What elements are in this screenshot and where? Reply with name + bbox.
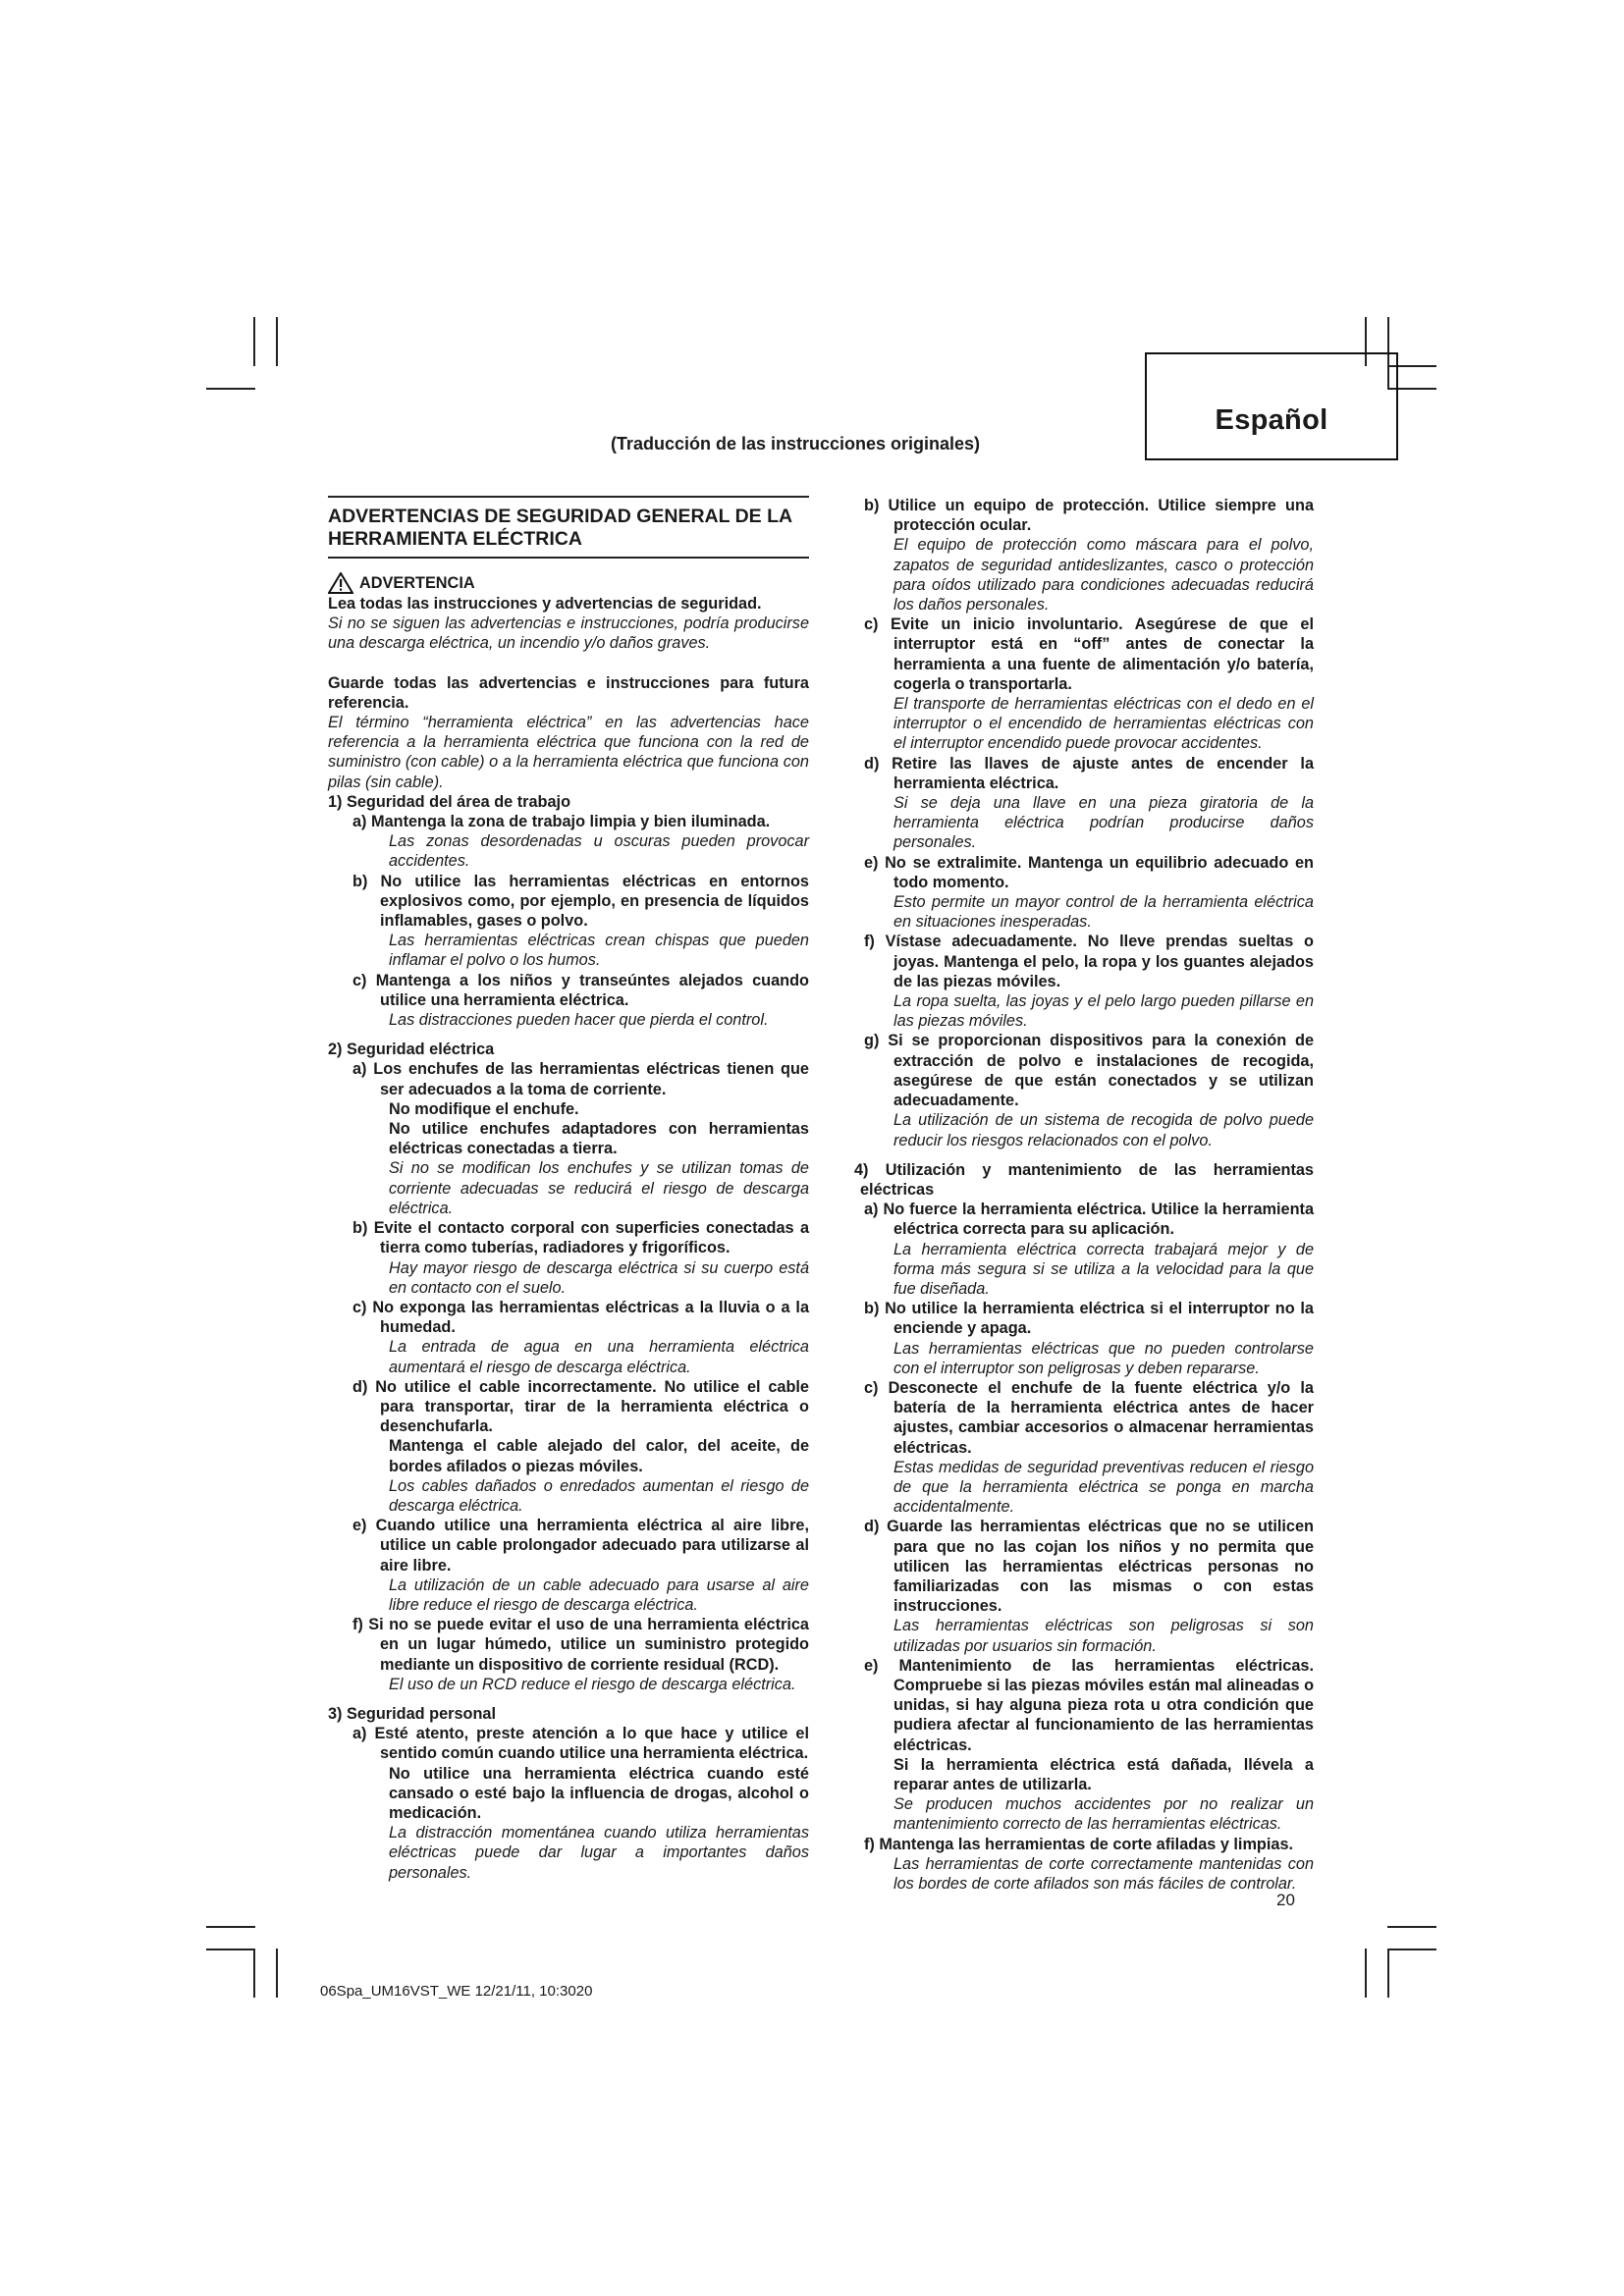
s3-item-b: b) Utilice un equipo de protección. Utilice siempre una protección ocular.: [864, 497, 1314, 535]
s2-item-c-note: La entrada de agua en una herramienta eléctrica aumentará el riesgo de descarga eléctrica.: [389, 1338, 809, 1376]
left-column: [328, 496, 809, 1883]
crop-mark: [253, 317, 255, 366]
s2-item-a-line3: No utilice enchufes adaptadores con herramientas eléctricas conectadas a tierra.: [389, 1120, 809, 1158]
s1-item-c: c) Mantenga a los niños y transeúntes alejados cuando utilice una herramienta eléctrica.: [352, 971, 809, 1009]
s2-item-d-line2: Mantenga el cable alejado del calor, del aceite, de bordes afilados o piezas móviles.: [389, 1437, 809, 1475]
s4-item-d: d) Guarde las herramientas eléctricas que no se utilicen para que no las cojan los niños y no permita que utilicen las herramientas eléctricas personas no familiarizadas con las mismas o con estas instrucciones.: [864, 1518, 1314, 1616]
s3-item-c: c) Evite un inicio involuntario. Asegúrese de que el interruptor está en “off” antes de conectar la herramienta a una fuente de alimentación y/o batería, cogerla o transportarla.: [864, 615, 1314, 693]
right-column: [854, 496, 1315, 1894]
crop-mark: [206, 388, 255, 390]
section-main-title: ADVERTENCIAS DE SEGURIDAD GENERAL DE LA HERRAMIENTA ELÉCTRICA: [328, 496, 809, 559]
s1-item-a: a) Mantenga la zona de trabajo limpia y bien iluminada.: [352, 813, 771, 831]
crop-mark: [1387, 1926, 1436, 1928]
s3-item-e-note: Esto permite un mayor control de la herramienta eléctrica en situaciones inesperadas.: [893, 893, 1314, 932]
warning-heading: [328, 572, 809, 594]
crop-mark: [253, 1949, 255, 1998]
section-2-title: 2) Seguridad eléctrica: [328, 1041, 495, 1059]
s4-item-c: c) Desconecte el enchufe de la fuente eléctrica y/o la batería de la herramienta eléctrica antes de hacer ajustes, cambiar accesorios o almacenar herramientas eléctricas.: [864, 1378, 1314, 1457]
s4-item-f: f) Mantenga las herramientas de corte afiladas y limpias.: [864, 1835, 1294, 1853]
s4-item-c-note: Estas medidas de seguridad preventivas reducen el riesgo de que la herramienta eléctrica se ponga en marcha accidentalmente.: [893, 1458, 1314, 1517]
s3-item-b-note: El equipo de protección como máscara para el polvo, zapatos de seguridad antideslizantes, casco o protección para oídos utilizado para condiciones adecuadas reducirá los daños personales.: [893, 536, 1314, 614]
crop-mark: [1365, 1949, 1367, 1998]
s4-item-a-note: La herramienta eléctrica correcta trabajará mejor y de forma más segura si se utiliza a la velocidad para la que fue diseñada.: [893, 1240, 1314, 1298]
s4-item-d-note: Las herramientas eléctricas son peligrosas si son utilizadas por usuarios sin formación.: [893, 1617, 1314, 1655]
s3-item-d-note: Si se deja una llave en una pieza giratoria de la herramienta eléctrica podrían producirse daños personales.: [893, 794, 1314, 852]
s1-item-a-note: Las zonas desordenadas u oscuras pueden provocar accidentes.: [389, 832, 809, 871]
language-tab: [1145, 352, 1398, 460]
s4-item-e: e) Mantenimiento de las herramientas eléctricas. Compruebe si las piezas móviles están mal alineadas o unidas, si hay alguna pieza rota u otra condición que pudiera afectar al funcionamiento de las herramientas eléctricas.: [864, 1656, 1315, 1754]
page-number: 20: [1276, 1891, 1295, 1909]
s4-item-a: a) No fuerce la herramienta eléctrica. Utilice la herramienta eléctrica correcta para su aplicación.: [864, 1201, 1314, 1239]
section-4-title: 4) Utilización y mantenimiento de las herramientas eléctricas: [854, 1160, 1314, 1199]
s3-item-d: d) Retire las llaves de ajuste antes de encender la herramienta eléctrica.: [864, 754, 1314, 792]
crop-mark: [206, 1926, 255, 1928]
s3-item-f-note: La ropa suelta, las joyas y el pelo largo pueden pillarse en las piezas móviles.: [893, 992, 1314, 1031]
s4-item-f-note: Las herramientas de corte correctamente mantenidas con los bordes de corte afilados son más fáciles de controlar.: [893, 1854, 1314, 1894]
crop-mark: [276, 317, 278, 366]
s2-item-d: d) No utilice el cable incorrectamente. No utilice el cable para transportar, tirar de la herramienta eléctrica o desenchufarla.: [352, 1377, 809, 1436]
term-definition-text: El término “herramienta eléctrica” en las advertencias hace referencia a la herramienta eléctrica que funciona con la red de suministro (con cable) o a la herramienta eléctrica que funciona con pilas (sin cable).: [328, 714, 809, 791]
section-1-title: 1) Seguridad del área de trabajo: [328, 792, 571, 811]
s2-item-a-note: Si no se modifican los enchufes y se utilizan tomas de corriente adecuadas se reducirá el riesgo de descarga eléctrica.: [389, 1159, 809, 1217]
s2-item-c: c) No exponga las herramientas eléctricas a la lluvia o a la humedad.: [352, 1298, 809, 1337]
warning-italic-text: Si no se siguen las advertencias e instrucciones, podría producirse una descarga eléctrica, un incendio y/o daños graves.: [328, 614, 809, 653]
s1-item-c-note: Las distracciones pueden hacer que pierda el control.: [389, 1011, 769, 1030]
s2-item-f: f) Si no se puede evitar el uso de una herramienta eléctrica en un lugar húmedo, utilice un suministro protegido mediante un dispositivo de corriente residual (RCD).: [352, 1616, 809, 1674]
crop-mark: [1387, 1949, 1436, 1950]
s2-item-a: a) Los enchufes de las herramientas eléctricas tienen que ser adecuados a la toma de corriente.: [352, 1060, 809, 1098]
file-info: 06Spa_UM16VST_WE 12/21/11, 10:3020: [320, 1983, 593, 2000]
s1-item-b-note: Las herramientas eléctricas crean chispas que pueden inflamar el polvo o los humos.: [389, 932, 809, 970]
s1-item-b: b) No utilice las herramientas eléctricas en entornos explosivos como, por ejemplo, en presencia de líquidos inflamables, gases o polvo.: [352, 872, 809, 931]
section-3-title: 3) Seguridad personal: [328, 1704, 496, 1723]
s2-item-e-note: La utilización de un cable adecuado para usarse al aire libre reduce el riesgo de descarga eléctrica.: [389, 1575, 809, 1614]
crop-mark: [1387, 1949, 1389, 1998]
warning-bold-text: Lea todas las instrucciones y advertencias de seguridad.: [328, 595, 762, 613]
crop-mark: [276, 1949, 278, 1998]
translation-subtitle: (Traducción de las instrucciones originales): [610, 434, 981, 454]
s3-item-f: f) Vístase adecuadamente. No lleve prendas sueltas o joyas. Mantenga el pelo, la ropa y los guantes alejados de las piezas móviles.: [864, 933, 1314, 990]
keep-instructions-text: Guarde todas las advertencias e instrucciones para futura referencia.: [328, 673, 809, 712]
s4-item-b: b) No utilice la herramienta eléctrica si el interruptor no la enciende y apaga.: [864, 1300, 1314, 1338]
warning-triangle-icon: [328, 572, 353, 594]
s3-item-a-line2: No utilice una herramienta eléctrica cuando esté cansado o esté bajo la influencia de drogas, alcohol o medicación.: [389, 1764, 809, 1822]
s4-item-e-note: Se producen muchos accidentes por no realizar un mantenimiento correcto de las herramientas eléctricas.: [893, 1795, 1314, 1834]
language-label: Español: [1215, 404, 1328, 436]
s3-item-e: e) No se extralimite. Mantenga un equilibrio adecuado en todo momento.: [864, 853, 1314, 891]
s2-item-a-line2: No modifique el enchufe.: [389, 1099, 579, 1118]
s2-item-f-note: El uso de un RCD reduce el riesgo de descarga eléctrica.: [389, 1675, 796, 1693]
s3-item-a-note: La distracción momentánea cuando utiliza herramientas eléctricas puede dar lugar a importantes daños personales.: [389, 1824, 809, 1882]
s2-item-b: b) Evite el contacto corporal con superficies conectadas a tierra como tuberías, radiadores y frigoríficos.: [352, 1219, 809, 1257]
s2-item-e: e) Cuando utilice una herramienta eléctrica al aire libre, utilice un cable prolongador adecuado para utilizarse al aire libre.: [352, 1517, 809, 1575]
s3-item-c-note: El transporte de herramientas eléctricas con el dedo en el interruptor o el encendido de herramientas eléctricas con el interruptor encendido puede provocar accidentes.: [893, 695, 1314, 753]
crop-mark: [206, 1949, 255, 1950]
s3-item-g: g) Si se proporcionan dispositivos para la conexión de extracción de polvo e instalaciones de recogida, asegúrese de que están conectados y se utilizan adecuadamente.: [864, 1032, 1314, 1110]
s2-item-b-note: Hay mayor riesgo de descarga eléctrica si su cuerpo está en contacto con el suelo.: [389, 1258, 809, 1297]
s4-item-e-line2: Si la herramienta eléctrica está dañada, llévela a reparar antes de utilizarla.: [893, 1755, 1314, 1793]
warning-label: ADVERTENCIA: [359, 573, 475, 592]
s2-item-d-note: Los cables dañados o enredados aumentan el riesgo de descarga eléctrica.: [389, 1476, 809, 1515]
s3-item-a: a) Esté atento, preste atención a lo que hace y utilice el sentido común cuando utilice una herramienta eléctrica.: [352, 1725, 809, 1763]
s3-item-g-note: La utilización de un sistema de recogida de polvo puede reducir los riesgos relacionados con el polvo.: [893, 1111, 1314, 1149]
s4-item-b-note: Las herramientas eléctricas que no pueden controlarse con el interruptor son peligrosas y deben repararse.: [893, 1339, 1314, 1377]
